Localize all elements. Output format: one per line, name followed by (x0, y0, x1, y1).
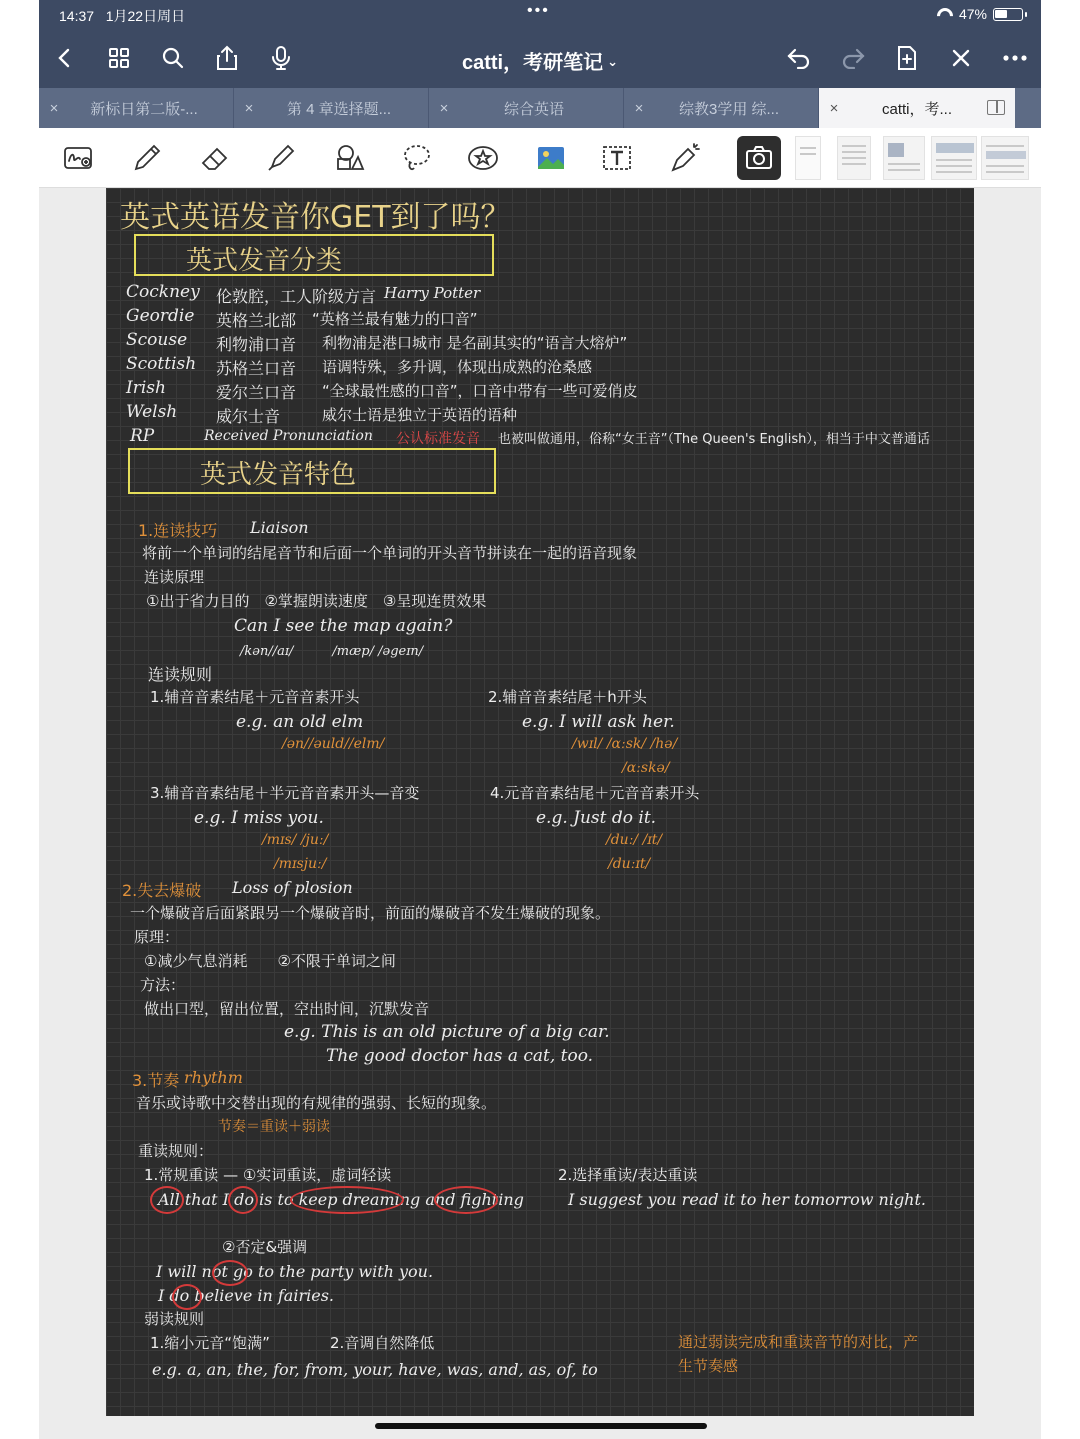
highlighter-icon[interactable] (261, 138, 301, 178)
liaison-example: Can I see the map again? (234, 616, 453, 636)
stress-circle (228, 1186, 258, 1214)
liaison-heading: 1.连读技巧 (138, 521, 218, 540)
more-icon[interactable] (997, 40, 1033, 76)
liaison-principle: 连读原理 (144, 568, 205, 586)
page-thumbnail-3[interactable] (883, 136, 925, 180)
rp-description: 也被叫做通用，俗称“女王音”（The Queen's English），相当于中文普通话 (498, 432, 930, 447)
liaison-rule-4-example: e.g. Just do it. (536, 808, 657, 828)
handwriting-icon[interactable] (59, 138, 99, 178)
eraser-icon[interactable] (195, 138, 235, 178)
close-icon[interactable] (943, 40, 979, 76)
liaison-rule-2-example: e.g. I will ask her. (522, 712, 675, 732)
stress-rules-heading: 重读规则： (138, 1142, 214, 1160)
tab-4-active[interactable]: × catti，考... (819, 88, 1015, 128)
sticker-icon[interactable] (463, 138, 503, 178)
add-page-icon[interactable] (889, 40, 925, 76)
stress-circle (434, 1186, 498, 1214)
accent-name: Geordie (126, 306, 195, 326)
tab-close-icon[interactable]: × (49, 99, 59, 117)
redo-icon[interactable] (835, 40, 871, 76)
drawing-toolbar (39, 128, 1041, 188)
tab-1[interactable]: × 第 4 章选择题... (234, 88, 429, 128)
tab-close-icon[interactable]: × (634, 99, 644, 117)
section-heading-2: 英式发音特色 (200, 460, 357, 490)
accent-note: Harry Potter (384, 284, 481, 302)
plosion-example-1: e.g. This is an old picture of a big car. (284, 1022, 610, 1042)
plosion-example-2: The good doctor has a cat, too. (326, 1046, 594, 1066)
tab-0[interactable]: × 新标日第二版-... (39, 88, 234, 128)
stress-circle (150, 1186, 184, 1214)
undo-icon[interactable] (781, 40, 817, 76)
accent-note: “英格兰最有魅力的口音” (312, 310, 478, 328)
liaison-rules-heading: 连读规则 (148, 665, 213, 684)
tab-close-icon[interactable]: × (439, 99, 449, 117)
document-title[interactable]: catti，考研笔记 ⌄ (461, 52, 619, 74)
liaison-definition: 将前一个单词的结尾音节和后面一个单词的开头音节拼读在一起的语音现象 (142, 544, 638, 562)
plosion-definition: 一个爆破音后面紧跟另一个爆破音时，前面的爆破音不发生爆破的现象。 (130, 904, 611, 922)
page-thumbnail-5[interactable] (981, 136, 1029, 180)
stress-rule-2-example: I suggest you read it to her tomorrow night. (568, 1190, 926, 1209)
accent-region: 利物浦口音 (216, 335, 297, 354)
weak-rules-heading: 弱读规则 (144, 1310, 205, 1328)
plosion-method-label: 方法： (140, 976, 186, 994)
accent-region: 苏格兰口音 (216, 359, 297, 378)
rp-highlight: 公认标准发音 (396, 431, 480, 447)
tab-close-icon[interactable]: × (829, 99, 839, 117)
status-time: 14:37 1月22日周日 (59, 8, 186, 24)
plosion-heading: 2.失去爆破 (122, 881, 202, 900)
accent-region: 英格兰北部 (216, 311, 297, 330)
rhythm-summary: 通过弱读完成和重读音节的对比，产生节奏感 (678, 1333, 919, 1375)
weak-rule-2: 2.音调自然降低 (330, 1334, 435, 1352)
page-thumbnail-1[interactable] (795, 136, 821, 180)
stress-rule-2: 2.选择重读/表达重读 (558, 1166, 698, 1184)
liaison-points: ①出于省力目的 ②掌握朗读速度 ③呈现连贯效果 (146, 592, 487, 610)
battery-fill (995, 10, 1007, 18)
page-thumbnail-4[interactable] (931, 136, 977, 180)
liaison-rule-3: 3.辅音音素结尾＋半元音音素开头—音变 (150, 784, 420, 802)
home-indicator (375, 1423, 707, 1429)
split-view-icon[interactable] (987, 100, 1005, 115)
accent-note: 语调特殊，多升调，体现出成熟的沧桑感 (322, 358, 593, 376)
tab-2[interactable]: × 综合英语 (429, 88, 624, 128)
multitask-dots[interactable]: ••• (527, 2, 550, 19)
accent-name: Irish (126, 378, 166, 398)
shape-icon[interactable] (329, 138, 369, 178)
liaison-rule-2: 2.辅音音素结尾＋h开头 (488, 688, 647, 706)
accent-name: Scottish (126, 354, 197, 374)
stress-rule-3-example-2: I do believe in fairies. (158, 1286, 334, 1305)
plosion-method: 做出口型，留出位置，空出时间，沉默发音 (144, 1000, 430, 1018)
image-icon[interactable] (531, 138, 571, 178)
status-right (937, 6, 1023, 22)
rp-abbrev: RP (130, 426, 155, 446)
liaison-rule-1: 1.辅音音素结尾＋元音音素开头 (150, 688, 360, 706)
rhythm-en: rhythm (184, 1068, 243, 1087)
lasso-icon[interactable] (397, 138, 437, 178)
text-box-icon[interactable] (597, 138, 637, 178)
stress-circle (290, 1186, 404, 1214)
liaison-rule-4: 4.元音音素结尾＋元音音素开头 (490, 784, 700, 802)
liaison-rule-3-ipa: /mɪs/ /juː/ (262, 832, 329, 848)
battery-percent: 47% (958, 6, 987, 22)
weak-rule-1: 1.缩小元音“饱满” (150, 1334, 270, 1352)
accent-note: 威尔士语是独立于英语的语种 (322, 406, 518, 424)
plosion-principle: 原理： (134, 928, 180, 946)
liaison-rule-2-ipa-linked: /ɑːskə/ (622, 760, 670, 776)
plosion-en: Loss of plosion (232, 878, 353, 897)
accent-note: 利物浦是港口城市 是名副其实的“语言大熔炉” (322, 334, 628, 352)
accent-region: 伦敦腔，工人阶级方言 (216, 287, 377, 306)
stress-rule-3-example-1: I will not go to the party with you. (156, 1262, 434, 1281)
rhythm-definition: 音乐或诗歌中交替出现的有规律的强弱、长短的现象。 (136, 1094, 497, 1112)
liaison-ipa: /kən//aɪ/ /mæp/ /əgeɪn/ (240, 644, 424, 659)
rp-full: Received Pronunciation (204, 428, 373, 444)
wifi-icon (937, 8, 953, 20)
liaison-rule-3-ipa-linked: /mɪsjuː/ (274, 856, 327, 872)
liaison-rule-1-example: e.g. an old elm (236, 712, 364, 732)
liaison-rule-3-example: e.g. I miss you. (194, 808, 324, 828)
stress-circle (172, 1284, 202, 1310)
accent-name: Welsh (126, 402, 178, 422)
plosion-points: ①减少气息消耗 ②不限于单词之间 (144, 952, 396, 970)
weak-rule-example: e.g. a, an, the, for, from, your, have, was, and, as, of, to (152, 1360, 598, 1379)
pen-icon[interactable] (127, 138, 167, 178)
rhythm-formula: 节奏＝重读＋弱读 (218, 1119, 330, 1135)
liaison-en: Liaison (250, 518, 309, 537)
liaison-rule-2-ipa: /wɪl/ /ɑːsk/ /hə/ (572, 736, 678, 752)
status-bar (39, 0, 1041, 28)
rhythm-heading: 3.节奏 (132, 1071, 180, 1090)
note-title: 英式英语发音你GET到了吗？ (120, 200, 511, 235)
section-heading-1: 英式发音分类 (186, 246, 343, 276)
stress-rule-1: 1.常规重读 — ①实词重读，虚词轻读 (144, 1166, 392, 1184)
battery-icon (993, 8, 1023, 21)
accent-region: 爱尔兰口音 (216, 383, 297, 402)
tab-3[interactable]: × 综教3学用 综... (624, 88, 819, 128)
stress-rule-1-example: All that I do is to keep dreaming and fighting (158, 1190, 524, 1209)
stress-rule-3: ②否定&强调 (222, 1238, 308, 1256)
stress-circle (212, 1260, 248, 1286)
ipad-screen (39, 0, 1041, 1439)
document-tabs (39, 88, 1041, 128)
accent-region: 威尔士音 (216, 407, 281, 426)
liaison-rule-4-ipa: /duː/ /ɪt/ (606, 832, 663, 848)
liaison-rule-4-ipa-linked: /duːɪt/ (608, 856, 651, 872)
accent-name: Cockney (126, 282, 200, 302)
page-thumbnail-2[interactable] (837, 136, 871, 180)
camera-icon[interactable] (737, 136, 781, 180)
accent-note: “全球最性感的口音”，口音中带有一些可爱俏皮 (322, 382, 638, 400)
chevron-down-icon[interactable]: ⌄ (607, 54, 619, 69)
tab-close-icon[interactable]: × (244, 99, 254, 117)
laser-pointer-icon[interactable] (665, 138, 705, 178)
nav-bar (39, 36, 1041, 82)
canvas-area[interactable] (39, 188, 1041, 1439)
top-bar (39, 0, 1041, 88)
accent-name: Scouse (126, 330, 188, 350)
liaison-rule-1-ipa: /ən//əuld//elm/ (282, 736, 385, 752)
note-page[interactable] (106, 188, 974, 1416)
